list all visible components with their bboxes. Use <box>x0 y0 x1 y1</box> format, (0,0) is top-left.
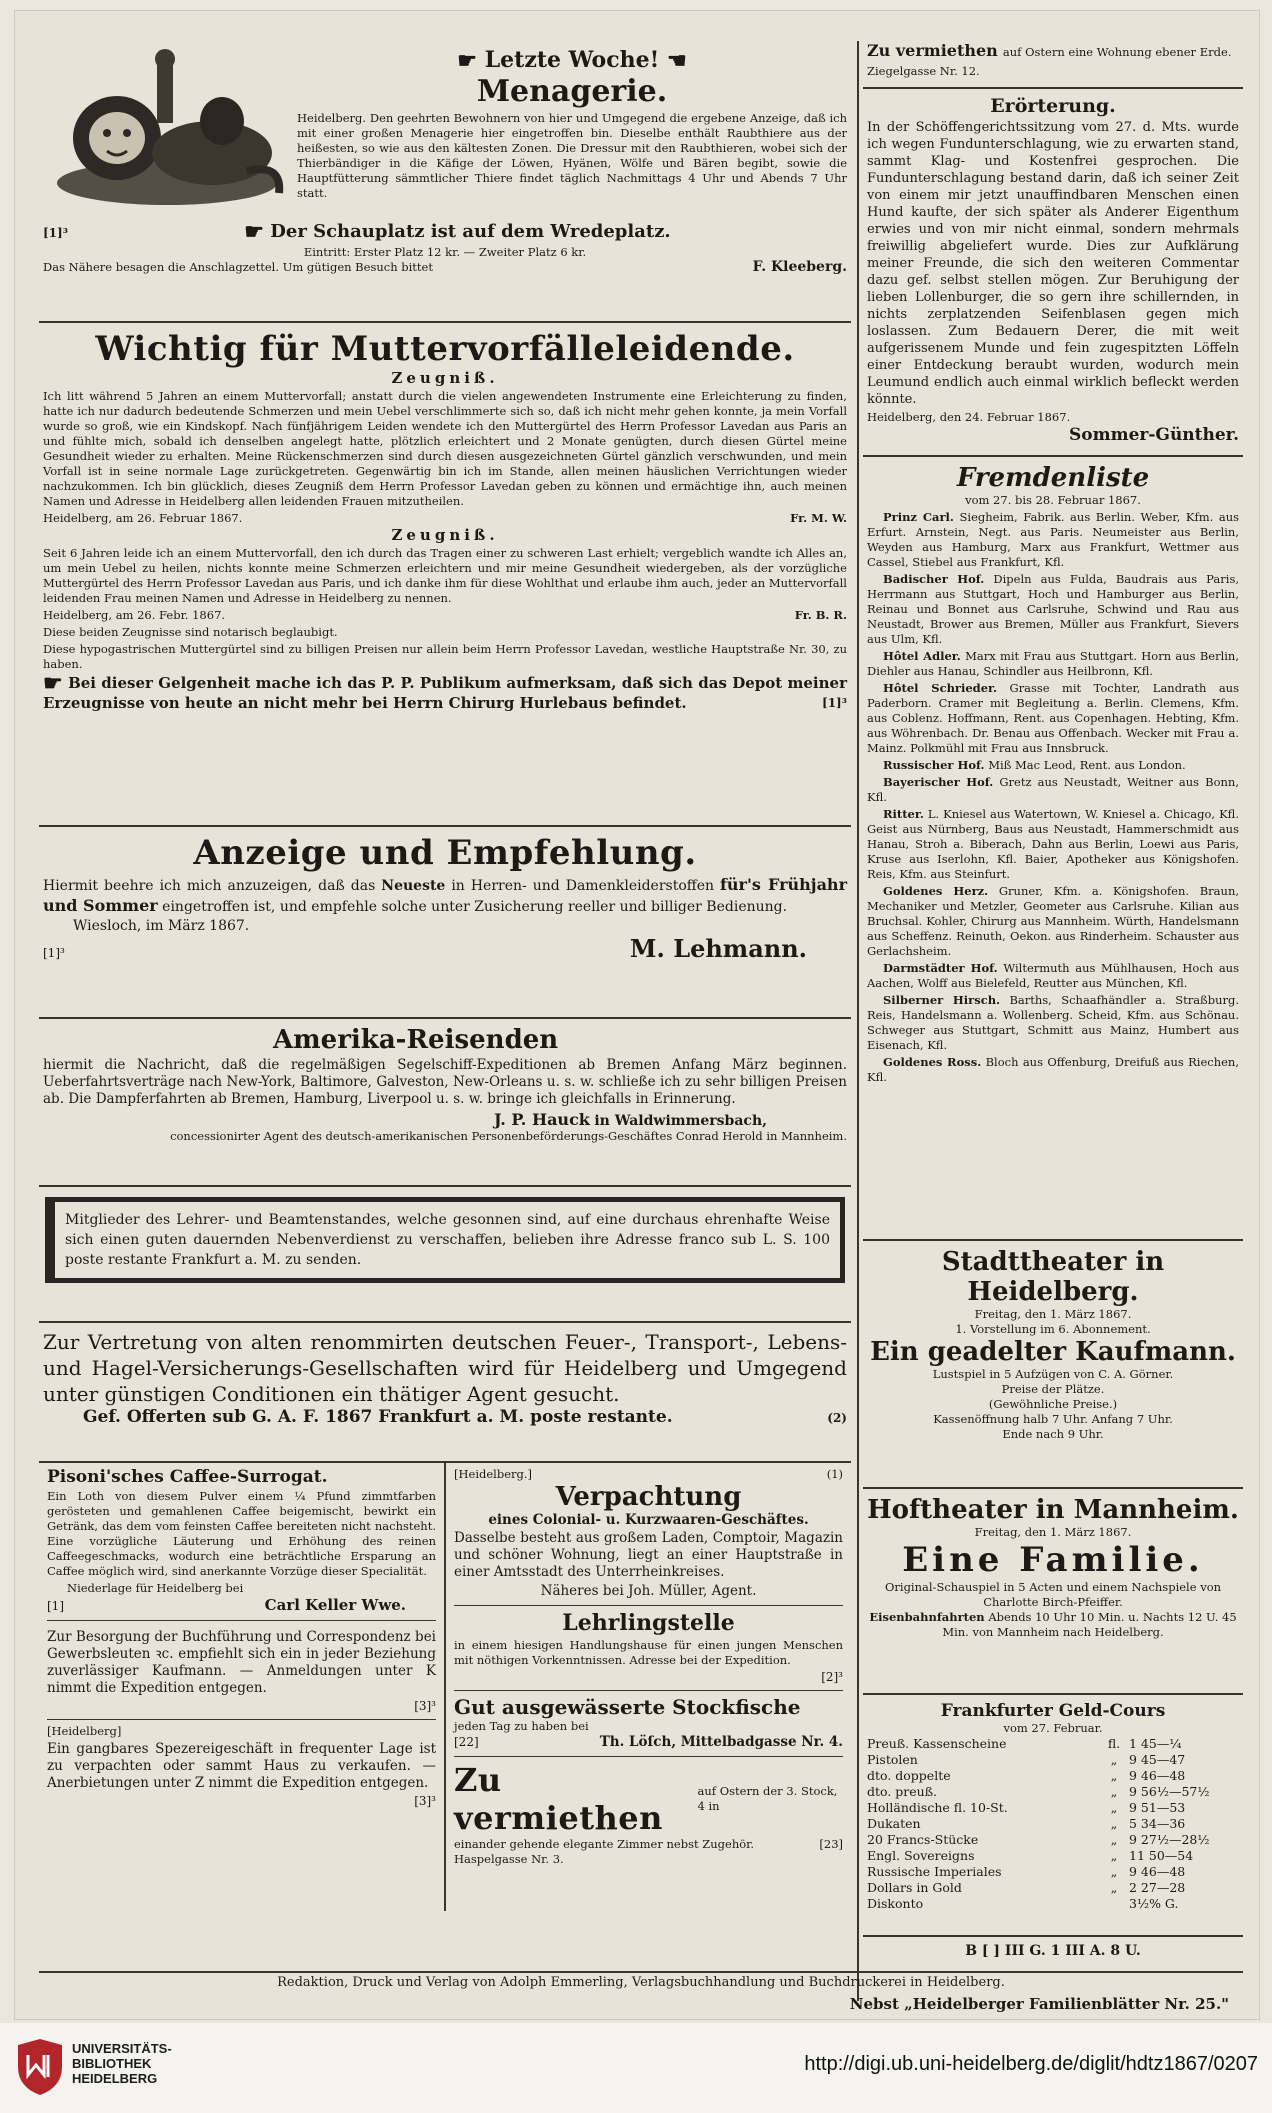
geld-name: Holländische fl. 10-St. <box>867 1800 1008 1815</box>
geld-name: dto. doppelte <box>867 1768 951 1783</box>
anzeige-season: für's Frühjahr und Sommer <box>43 875 847 915</box>
hotel-name: Russischer Hof. <box>883 758 985 772</box>
catchword: Nebst „Heidelberger Familienblätter Nr. 25." <box>849 1995 1229 2013</box>
stadttheater-prices-note: (Gewöhnliche Preise.) <box>988 1397 1118 1411</box>
hoftheater-genre: Original-Schauspiel in 5 Acten und einem Nachspiele von Charlotte Birch-Pfeiffer. <box>884 1580 1222 1609</box>
pisoni-seller: Carl Keller Wwe. <box>264 1596 406 1614</box>
verpachtung-mark: (1) <box>826 1467 843 1481</box>
imprint-rule <box>39 1971 1243 1973</box>
stockfische-seller: Th. Löſch, Mittelbadgasse Nr. 4. <box>599 1734 843 1750</box>
guest-list: Wiltermuth aus Mühlhausen, Hoch aus Aachen, Wolff aus Bielefeld, Reutter aus München, Kfl. <box>867 961 1239 990</box>
hotel-name: Bayerischer Hof. <box>883 775 994 789</box>
hoftheater-rail-text: Abends 10 Uhr 10 Min. u. Nachts 12 U. 45 Min. von Mannheim nach Heidelberg. <box>942 1610 1237 1639</box>
fremdenliste-entry <box>867 993 1239 1053</box>
geld-unit: „ <box>1110 1800 1118 1815</box>
pisoni-mark: [1] <box>47 1599 64 1613</box>
university-library-logo-icon <box>14 2037 66 2097</box>
fremdenliste-entry <box>867 681 1239 756</box>
geld-value: 3½% G. <box>1129 1896 1179 1911</box>
vermiethen-haspelgasse-text-1: auf Ostern der 3. Stock, 4 in <box>697 1784 838 1813</box>
eroerterung-text: In der Schöffengerichtssitzung vom 27. d. Mts. wurde ich wegen Fundunterschlagung, wie zu erwarten stand, sammt Klag- und Kostenfrei gesprochen. Die Fundunterschlagung bestand darin, daß ich seiner Zeit von einem mir jetzt unauffindbaren Menschen einen Hund kaufte, der sich später als Anderer Eigenthum erwies und von mir nicht einmal, sondern mehrmals freiwillig abgeliefert wurde. Dies zur Aufklärung meiner Freunde, die sich den weiteren Commentar dazu gef. selbst stellen mögen. Zur Beruhigung der lieben Lollenburger, die so gern ihre schillernden, in nichts zerplatzenden Seifenblasen gegen mich loslassen. Zum Bedauern Derer, die mit weit aufgerissenem Munde und fein zugespitzten Löffeln einer Entdeckung beraubt wurden, wodurch mein Leumund endlich auch einmal wirklich befleckt werden könnte. <box>867 120 1239 407</box>
geld-value: 9 51—53 <box>1129 1800 1186 1815</box>
stadttheater-date: Freitag, den 1. März 1867. <box>974 1307 1132 1321</box>
guest-list: Marx mit Frau aus Stuttgart. Horn aus Berlin, Diehler aus Hanau, Schindler aus Heilbronn, Kfl. <box>867 649 1239 678</box>
table-row <box>867 1848 1239 1864</box>
amerika-title: Amerika-Reisenden <box>273 1025 559 1055</box>
pointing-hand-icon: ☚ <box>666 48 687 74</box>
vermiethen-ziegelgasse-title: Zu vermiethen <box>867 41 998 60</box>
fremdenliste-entry <box>867 649 1239 679</box>
lehrling-mark: [2]³ <box>821 1670 843 1684</box>
fremdenliste-entry <box>867 807 1239 882</box>
vermiethen-ziegelgasse-ad <box>863 41 1243 89</box>
table-row <box>867 1736 1239 1752</box>
hotel-name: Badischer Hof. <box>883 572 985 586</box>
hotel-name: Darmstädter Hof. <box>883 961 998 975</box>
pisoni-ad <box>47 1463 436 1621</box>
lehrling-title: Lehrlingstelle <box>562 1610 735 1636</box>
stockfische-line: jeden Tag zu haben bei <box>454 1719 589 1733</box>
menagerie-note: Das Nähere besagen die Anschlagzettel. Um gütigen Besuch bittet <box>43 260 433 274</box>
guest-list: Grasse mit Tochter, Landrath aus Paderborn. Cramer mit Begleitung a. Berlin. Clemens, Kfm. aus Coblenz. Hoffmann, Rent. aus Copenhagen. Hebting, Kfm. aus Wöhrenbach. Dr. Benau aus Offenbach. Wecker mit Frau a. Mainz. Polkmühl mit Frau aus Innsbruck. <box>867 681 1239 755</box>
geld-cours-title: Frankfurter Geld-Cours <box>940 1701 1166 1721</box>
menagerie-text: Heidelberg. Den geehrten Bewohnern von hier und Umgegend die ergebene Anzeige, daß ich mit einer großen Menagerie hier eingetroffen bin. Dieselbe enthält Raubthiere aus der heißesten, so wie aus den kältesten Zonen. Die Dressur mit den Raubthieren, wobei sich der Thierbändiger in die Käfige der Löwen, Hyänen, Wölfe und Bären begibt, sowie die Hauptfütterung sämmtlicher Thiere findet täglich Nachmittags 4 Uhr und Abends 7 Uhr statt. <box>297 111 847 200</box>
zeugnis-1-sign: Fr. M. W. <box>790 511 847 525</box>
anzeige-date: Wiesloch, im März 1867. <box>73 918 250 934</box>
table-row <box>867 1864 1239 1880</box>
geld-unit: „ <box>1110 1848 1118 1863</box>
verpachtung-title: Verpachtung <box>555 1482 742 1512</box>
stadttheater-genre: Lustspiel in 5 Aufzügen von C. A. Görner. <box>932 1367 1174 1381</box>
versicherung-ad <box>39 1323 851 1463</box>
geld-cours-subtitle: vom 27. Februar. <box>1003 1721 1103 1735</box>
geld-unit: „ <box>1110 1768 1118 1783</box>
anzeige-ad <box>39 827 851 1019</box>
geld-unit: „ <box>1110 1752 1118 1767</box>
hoftheater-date: Freitag, den 1. März 1867. <box>974 1525 1132 1539</box>
table-row <box>867 1880 1239 1896</box>
vermiethen-haspelgasse-text-2: einander gehende elegante Zimmer nebst Zugehör. Haspelgasse Nr. 3. <box>454 1837 755 1866</box>
geld-name: Dukaten <box>867 1816 921 1831</box>
vermiethen-haspelgasse-mark: [23] <box>819 1837 843 1851</box>
menagerie-signer: F. Kleeberg. <box>752 259 847 275</box>
geld-value: 9 27½—28½ <box>1129 1832 1210 1847</box>
table-row <box>867 1896 1239 1912</box>
stockfische-title: Gut ausgewässerte Stockfische <box>454 1695 801 1719</box>
fremdenliste-entry <box>867 572 1239 647</box>
library-name-line-1: UNIVERSITÄTS- <box>72 2041 172 2056</box>
geld-unit: „ <box>1110 1784 1118 1799</box>
small-ads-grid <box>39 1463 851 1911</box>
menagerie-title: Menagerie. <box>476 74 668 109</box>
geld-value: 9 46—48 <box>1129 1768 1186 1783</box>
amerika-text: hiermit die Nachricht, daß die regelmäßigen Segelschiff-Expeditionen ab Bremen Anfang März beginnen. Ueberfahrtsverträge nach New-York, Baltimore, Galveston, New-Orleans u. s. w. schließe ich zu sehr billigen Preisen ab. Die Dampferfahrten ab Bremen, Hamburg, Liverpool u. s. w. bringe ich gleichfalls in Erinnerung. <box>43 1057 847 1107</box>
pointing-hand-icon: ☛ <box>244 219 264 245</box>
geld-name: Engl. Sovereigns <box>867 1848 975 1863</box>
hotel-name: Goldenes Ross. <box>883 1055 982 1069</box>
versicherung-text: Zur Vertretung von alten renommirten deutschen Feuer-, Transport-, Lebens- und Hagel-Versicherungs-Gesellschaften wird für Heidelberg und Umgegend unter günstigen Conditionen ein thätiger Agent gesucht. <box>43 1330 847 1406</box>
fremdenliste-entries <box>867 510 1239 1085</box>
buchfuehrung-mark: [3]³ <box>414 1699 436 1713</box>
fremdenliste-subtitle: vom 27. bis 28. Februar 1867. <box>965 493 1141 507</box>
geld-unit: fl. <box>1107 1736 1121 1751</box>
guest-list: Siegheim, Fabrik. aus Berlin. Weber, Kfm. aus Erfurt. Arnstein, Negt. aus Paris. Neumeister aus Berlin, Weyden aus Hamburg, Marx aus Frankfurt, Wettmer aus Cassel, Stiebel aus Frankfurt, Kfl. <box>867 510 1239 569</box>
geld-name: Pistolen <box>867 1752 918 1767</box>
geld-value: 9 45—47 <box>1129 1752 1186 1767</box>
hoftheater-rail: Eisenbahnfahrten <box>869 1610 985 1624</box>
zeugnis-1-title: Zeugniß. <box>391 369 499 387</box>
anzeige-text-3: eingetroffen ist, und empfehle solche unter Zusicherung reeller und billiger Bedienung. <box>162 899 788 915</box>
guest-list: Gruner, Kfm. a. Königshofen. Braun, Mechaniker und Metzler, Geometer aus Carlsruhe. Kilian aus Bruchsal. Kohler, Chirurg aus Mannheim. Würth, Handelsmann aus Scheffenz. Reinuth, Oekon. aus Rinderheim. Schauster aus Gerlachsheim. <box>867 884 1240 958</box>
vermiethen-haspelgasse-title: Zu vermiethen <box>454 1761 663 1837</box>
guest-list: Dipeln aus Fulda, Baudrais aus Paris, Herrmann aus Stuttgart, Hoch und Hamburger aus Berlin, Reinau und Bonnet aus Carlsruhe, Schwind und Rau aus Neustadt, Brower aus Bremen, Müller aus Frankfurt, Sievers aus Ulm, Kfl. <box>867 572 1239 646</box>
hotel-name: Silberner Hirsch. <box>883 993 1001 1007</box>
geld-name: Russische Imperiales <box>867 1864 1002 1879</box>
spezerei-place: [Heidelberg] <box>47 1724 122 1738</box>
verpachtung-subtitle: eines Colonial- u. Kurzwaaren-Geschäftes. <box>488 1512 809 1528</box>
verpachtung-contact: Näheres bei Joh. Müller, Agent. <box>540 1583 757 1599</box>
lehrer-text: Mitglieder des Lehrer- und Beamtenstandes, welche gesonnen sind, auf eine durchaus ehrenhafte Weise sich einen guten dauernden Nebenverdienst zu verschaffen, belieben ihre Adresse franco sub L. S. 100 poste restante Frankfurt a. M. zu senden. <box>65 1212 830 1268</box>
geld-unit: „ <box>1110 1880 1118 1895</box>
table-row <box>867 1752 1239 1768</box>
eroerterung-date: Heidelberg, den 24. Februar 1867. <box>867 410 1071 424</box>
geld-value: 9 56½—57½ <box>1129 1784 1210 1799</box>
table-row <box>867 1768 1239 1784</box>
fremdenliste-entry <box>867 961 1239 991</box>
guest-list: Miß Mac Leod, Rent. aus London. <box>988 758 1186 772</box>
hoftheater <box>863 1489 1243 1695</box>
geld-name: dto. preuß. <box>867 1784 938 1799</box>
anzeige-neueste: Neueste <box>381 878 446 894</box>
menagerie-place: Der Schauplatz ist auf dem Wredeplatz. <box>270 221 671 242</box>
stockfische-mark: [22] <box>454 1735 479 1749</box>
pointing-hand-icon: ☛ <box>43 670 63 697</box>
right-column <box>863 41 1243 1959</box>
muttergurtel-mark: [1]³ <box>822 695 847 710</box>
geld-value: 5 34—36 <box>1129 1816 1186 1831</box>
geld-name: Diskonto <box>867 1896 924 1911</box>
buchfuehrung-text: Zur Besorgung der Buchführung und Correspondenz bei Gewerbsleuten ꝛc. empfiehlt sich ein in jeder Beziehung zuverlässiger Kaufmann. — Anmeldungen unter K nimmt die Expedition entgegen. <box>47 1629 436 1696</box>
zeugnis-2-sign: Fr. B. R. <box>794 608 847 622</box>
library-footer <box>0 2023 1272 2113</box>
anzeige-text-1: Hiermit beehre ich mich anzuzeigen, daß das <box>43 878 376 894</box>
buchfuehrung-ad <box>47 1621 436 1720</box>
table-row <box>867 1832 1239 1848</box>
lehrling-text: in einem hiesigen Handlungshause für einen jungen Menschen mit nöthigen Vorkenntnissen. Adresse bei der Expedition. <box>454 1638 843 1667</box>
depot-notice: Bei dieser Gelgenheit mache ich das P. P. Publikum aufmerksam, daß sich das Depot meiner Erzeugnisse von heute an nicht mehr bei Herrn Chirurg Hurlebaus befindet. <box>43 674 847 712</box>
geld-value: 2 27—28 <box>1129 1880 1186 1895</box>
hotel-name: Hôtel Adler. <box>883 649 961 663</box>
geld-name: 20 Francs-Stücke <box>867 1832 979 1847</box>
hotel-name: Prinz Carl. <box>883 510 954 524</box>
pisoni-text: Ein Loth von diesem Pulver einem ¼ Pfund zimmtfarben gerösteten und gemahlenen Caffee beigemischt, bewirkt ein Getränk, das dem vom feinsten Caffee bereiteten nicht nachsteht. Eine vorzügliche Läuterung und Erhöhung des reinen Caffeegeschmacks, wodurch eine beträchtliche Ersparung an Caffee möglich wird, sind anerkannte Vorzüge dieser Specialität. <box>47 1489 436 1578</box>
vermiethen-ziegelgasse-text: auf Ostern eine Wohnung ebener Erde. Ziegelgasse Nr. 12. <box>867 45 1232 78</box>
stadttheater-title: Stadttheater in Heidelberg. <box>941 1247 1165 1307</box>
anzeige-mark: [1]³ <box>43 946 65 960</box>
table-row <box>867 1784 1239 1800</box>
fremdenliste-entry <box>867 884 1239 959</box>
zeugnis-1-date: Heidelberg, am 26. Februar 1867. <box>43 511 243 525</box>
table-row <box>867 1800 1239 1816</box>
guest-list: L. Kniesel aus Watertown, W. Kniesel a. Chicago, Kfl. Geist aus Nürnberg, Baus aus Neustadt, Hammerschmidt aus Hanau, Stroh a. Biberach, Dahn aus Berlin, Loewi aus Paris, Kruse aus Iserlohn, Kfl. Baier, Apotheker aus Königshofen. Reis, Kfm. aus Steinfurt. <box>867 807 1239 881</box>
lehrling-ad <box>454 1606 843 1691</box>
pisoni-title: Pisoni'sches Caffee-Surrogat. <box>47 1467 328 1487</box>
geld-cours <box>863 1695 1243 1937</box>
hoftheater-title: Hoftheater in Mannheim. <box>867 1495 1239 1525</box>
hotel-name: Goldenes Herz. <box>883 884 989 898</box>
geld-value: 1 45—¼ <box>1129 1736 1182 1751</box>
geld-unit: „ <box>1110 1816 1118 1831</box>
spezerei-text: Ein gangbares Spezereigeschäft in frequenter Lage ist zu verpachten oder sammt Haus zu verkaufen. — Anerbietungen unter Z nimmt die Expedition entgegen. <box>47 1741 436 1791</box>
verpachtung-place: [Heidelberg.] <box>454 1467 533 1481</box>
hoftheater-play: Eine Familie. <box>902 1540 1204 1580</box>
fremdenliste <box>863 457 1243 1241</box>
guest-list: Barths, Schaafhändler a. Straßburg. Reis, Handelsmann a. Wollenberg. Scheid, Kfm. aus Schönau. Schweger aus Stuttgart, Schmitt aus Mainz, Humbert aus Eisenach, Kfl. <box>867 993 1240 1052</box>
geld-cours-table <box>867 1736 1239 1912</box>
versicherung-offer: Gef. Offerten sub G. A. F. 1867 Frankfurt a. M. poste restante. <box>83 1407 673 1427</box>
fremdenliste-entry <box>867 758 1239 773</box>
menagerie-mark: [1]³ <box>43 226 68 240</box>
zeugnis-2-title: Zeugniß. <box>391 526 499 544</box>
geld-name: Preuß. Kassenscheine <box>867 1736 1007 1751</box>
geld-name: Dollars in Gold <box>867 1880 962 1895</box>
amerika-agent-line: concessionirter Agent des deutsch-amerikanischen Personenbeförderungs-Geschäftes Conrad Herold in Mannheim. <box>170 1129 847 1143</box>
spezerei-mark: [3]³ <box>414 1794 436 1808</box>
lion-tamer-illustration <box>47 43 287 213</box>
fremdenliste-entry <box>867 510 1239 570</box>
imprint: Redaktion, Druck und Verlag von Adolph Emmerling, Verlagsbuchhandlung und Buchdruckerei in Heidelberg. <box>277 1975 1005 1990</box>
spezerei-ad <box>47 1720 436 1812</box>
geld-value: 9 46—48 <box>1129 1864 1186 1879</box>
zeugnis-1-text: Ich litt während 5 Jahren an einem Muttervorfall; anstatt durch die vielen angewendeten Instrumente eine Erleichterung zu finden, hatte ich nur dadurch bedeutende Schmerzen und mein Uebel verschlimmerte sich so, daß ich nicht mehr gehen konnte, ja mein Vorfall wurde so groß, wie ein Kindskopf. Nach fünfjährigem Leiden wendete ich den Muttergürtel des Herrn Professor Lavedan aus Paris an und fühlte mich, sobald ich denselben angelegt hatte, plötzlich erleichtert und 2 Monate genügten, durch diesen Gürtel meine Gesundheit wieder zu erhalten. Meine Rückenschmerzen sind durch diesen ausgezeichneten Gürtel gänzlich verschwunden, und mein Vorfall ist in seine normale Lage zurückgetreten. Gegenwärtig bin ich im Stande, allen meinen häuslichen Verrichtungen wieder nachzukommen. Ich bin glücklich, dieses Zeugniß dem Herrn Professor Lavedan geben zu können und ermächtige ihn, auch meinen Namen und Adresse in Heidelberg allen leidenden Frauen mitzutheilen. <box>43 389 847 508</box>
geld-unit <box>1099 1896 1129 1912</box>
anzeige-title: Anzeige und Empfehlung. <box>193 833 697 873</box>
signature-line: B [ ] III G. 1 III A. 8 U. <box>965 1943 1141 1959</box>
fremdenliste-entry <box>867 775 1239 805</box>
verpachtung-ad <box>454 1463 843 1606</box>
newspaper-page <box>14 10 1260 2020</box>
pointing-hand-icon: ☛ <box>457 48 478 74</box>
fremdenliste-entry <box>867 1055 1239 1085</box>
eroerterung-title: Erörterung. <box>990 95 1116 117</box>
guest-list: Gretz aus Neustadt, Weitner aus Bonn, Kfl. <box>867 775 1239 804</box>
zeugnis-2-text: Seit 6 Jahren leide ich an einem Muttervorfall, den ich durch das Tragen einer zu schweren Last erhielt; vergeblich wandte ich Alles an, um mein Uebel zu heilen, nichts konnte meine Schmerzen erleichtern und mir meine Gesundheit wiedergeben, als der vorzügliche Muttergürtel des Herrn Professor Lavedan aus Paris, und ich danke ihm für diese Wohlthat und erlaube ihm auch, jeder an Muttervorfall leidenden Frau meinen Namen und Adresse in Heidelberg zu nennen. <box>43 546 847 605</box>
menagerie-ad <box>39 41 851 323</box>
hypogastric-line: Diese hypogastrischen Muttergürtel sind zu billigen Preisen nur allein beim Herrn Professor Lavedan, westliche Hauptstraße Nr. 30, zu haben. <box>43 642 847 671</box>
library-name-line-2: BIBLIOTHEK <box>72 2056 152 2071</box>
stadttheater-end: Ende nach 9 Uhr. <box>1002 1427 1104 1441</box>
pisoni-depot: Niederlage für Heidelberg bei <box>67 1581 244 1595</box>
anzeige-text-2: in Herren- und Damenkleiderstoffen <box>451 878 715 894</box>
zeugnis-2-date: Heidelberg, am 26. Febr. 1867. <box>43 608 226 622</box>
amerika-agent-place: in Waldwimmersbach, <box>594 1113 767 1129</box>
geld-unit: „ <box>1110 1832 1118 1847</box>
stadttheater-times: Kassenöffnung halb 7 Uhr. Anfang 7 Uhr. <box>933 1412 1173 1426</box>
stadttheater <box>863 1241 1243 1489</box>
hotel-name: Ritter. <box>883 807 924 821</box>
table-row <box>867 1816 1239 1832</box>
library-name-line-3: HEIDELBERG <box>72 2071 158 2086</box>
permalink-url[interactable]: http://digi.ub.uni-heidelberg.de/diglit/hdtz1867/0207 <box>804 2053 1258 2075</box>
muttergurtel-title: Wichtig für Muttervorfälleleidende. <box>95 329 795 369</box>
geld-unit: „ <box>1110 1864 1118 1879</box>
vermiethen-haspelgasse-ad <box>454 1757 843 1871</box>
stockfische-ad <box>454 1691 843 1757</box>
muttergurtel-ad <box>39 323 851 827</box>
left-column <box>39 41 851 1911</box>
amerika-agent: J. P. Hauck <box>493 1110 590 1129</box>
stadttheater-play: Ein geadelter Kaufmann. <box>870 1337 1236 1367</box>
column-divider <box>857 41 859 2001</box>
menagerie-entry: Eintritt: Erster Platz 12 kr. — Zweiter Platz 6 kr. <box>303 245 587 259</box>
hotel-name: Hôtel Schrieder. <box>883 681 998 695</box>
stadttheater-prices: Preise der Plätze. <box>1001 1382 1105 1396</box>
anzeige-signer: M. Lehmann. <box>629 934 807 963</box>
eroerterung-ad <box>863 89 1243 457</box>
lehrer-ad <box>39 1187 851 1323</box>
stadttheater-performance: 1. Vorstellung im 6. Abonnement. <box>955 1322 1151 1336</box>
geld-value: 11 50—54 <box>1129 1848 1194 1863</box>
guest-list: Bloch aus Offenburg, Dreifuß aus Riechen, Kfl. <box>867 1055 1239 1084</box>
menagerie-top-line: Letzte Woche! <box>484 47 660 73</box>
eroerterung-signer: Sommer-Günther. <box>1069 425 1239 445</box>
versicherung-mark: (2) <box>827 1411 847 1425</box>
amerika-ad <box>39 1019 851 1187</box>
notar-line: Diese beiden Zeugnisse sind notarisch beglaubigt. <box>43 625 338 639</box>
fremdenliste-title: Fremdenliste <box>956 463 1150 493</box>
verpachtung-text: Dasselbe besteht aus großem Laden, Comptoir, Magazin und schöner Wohnung, liegt an einer Hauptstraße in einer Amtsstadt des Unterrheinkreises. <box>454 1530 843 1580</box>
